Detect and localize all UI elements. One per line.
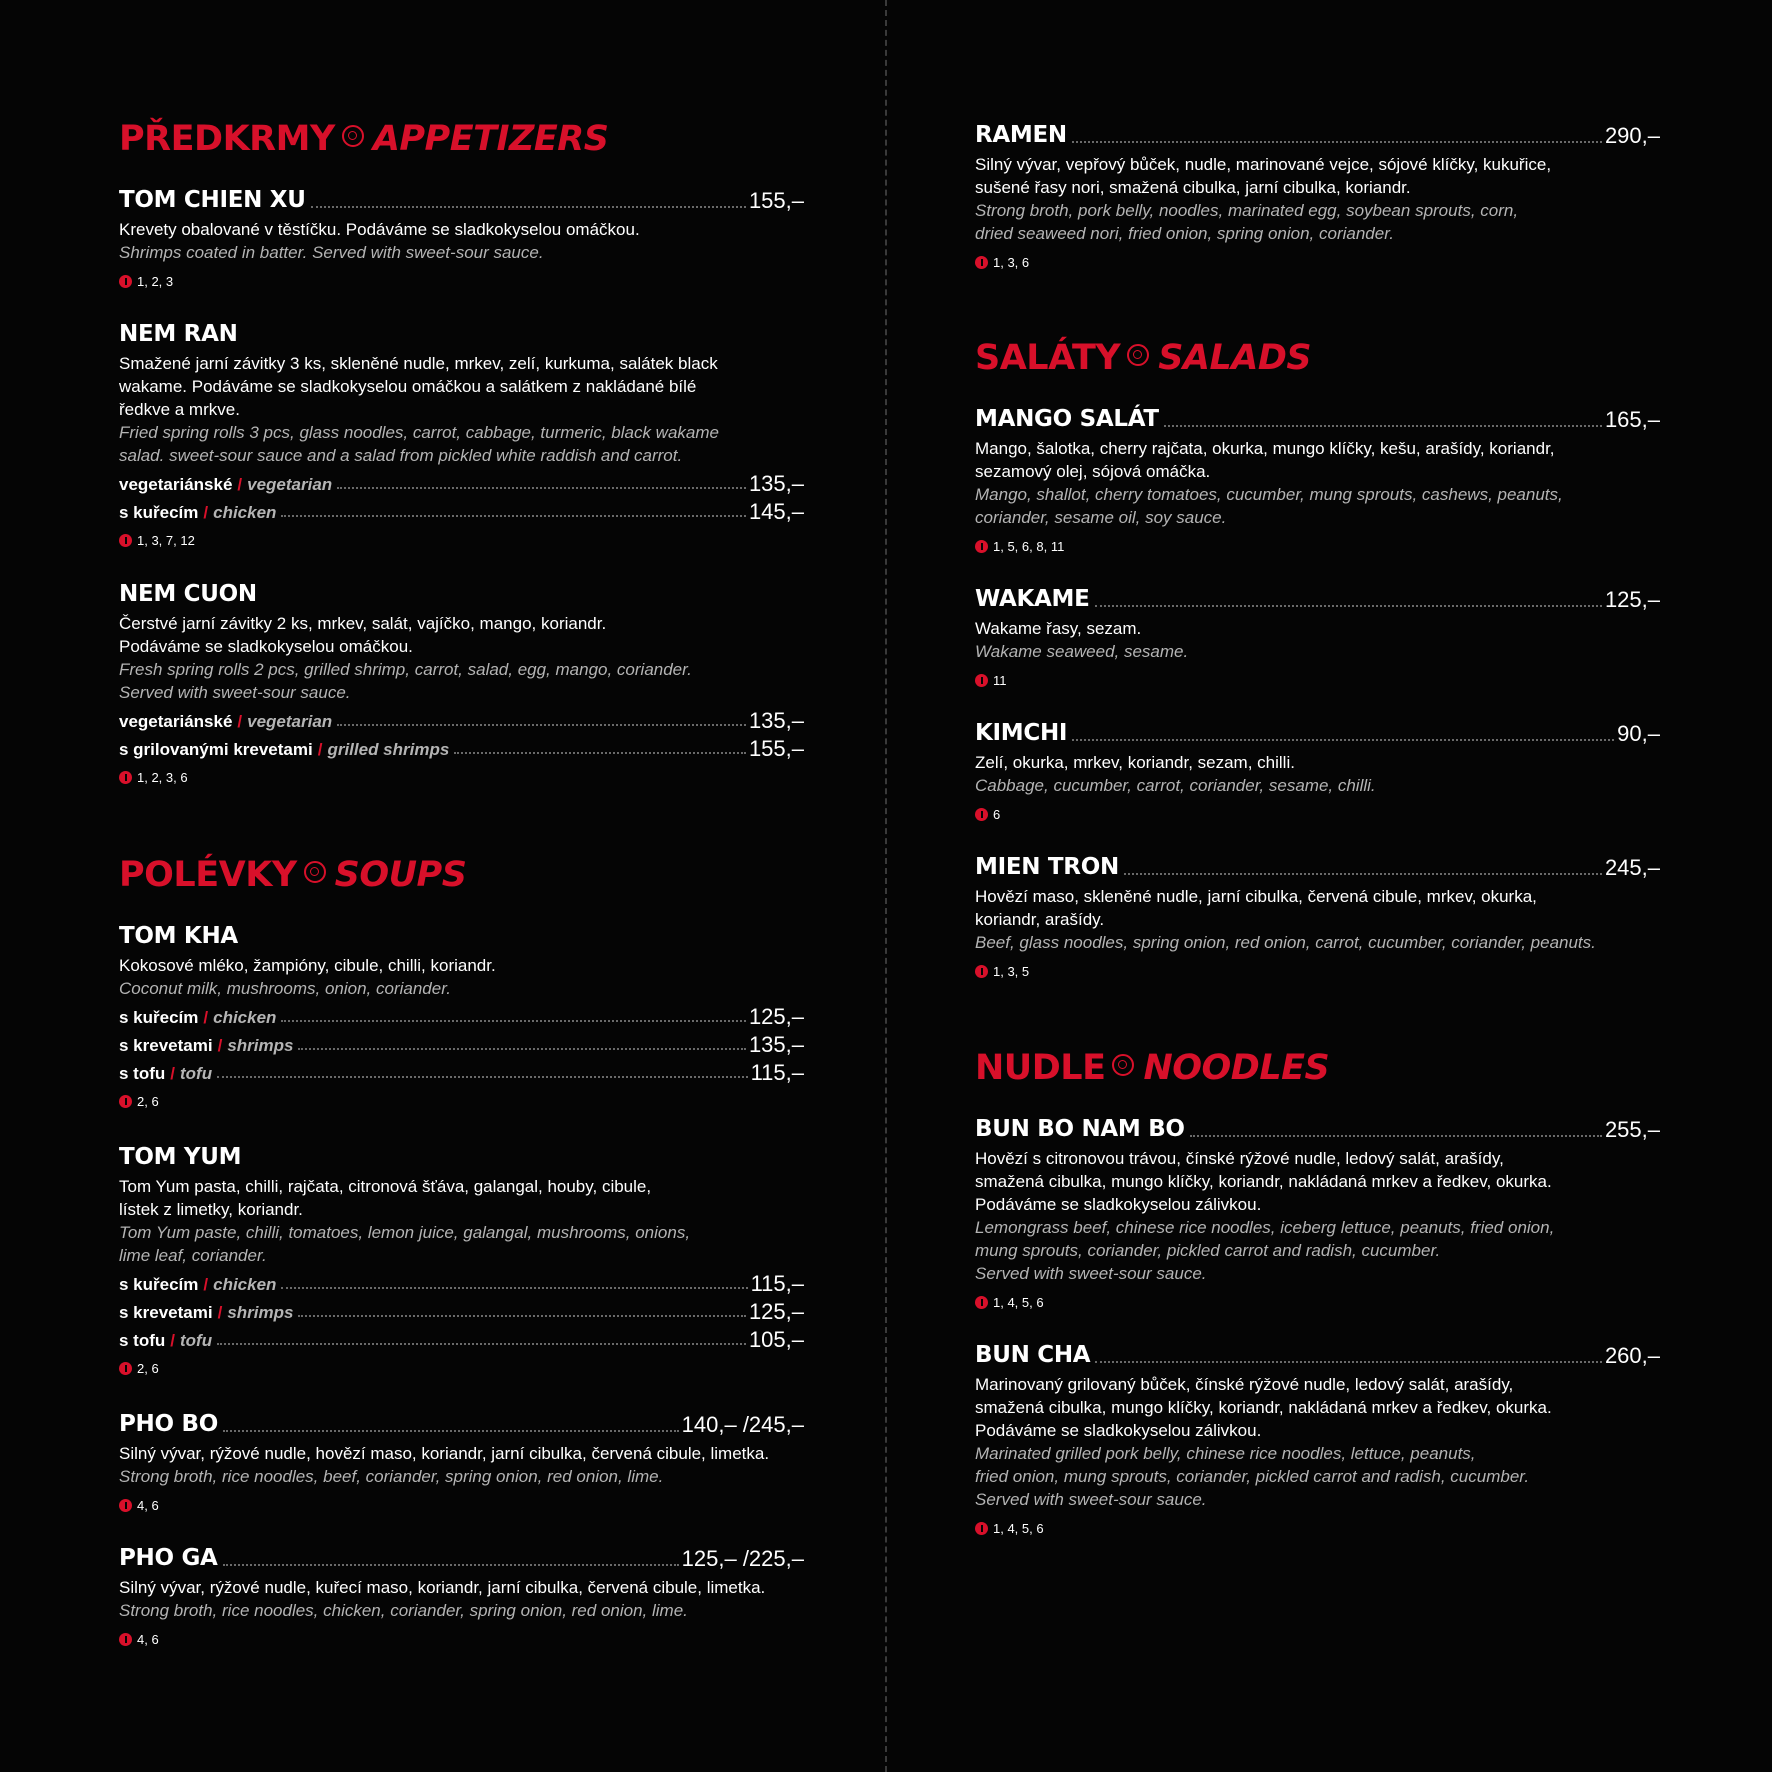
variant-cz: s krevetami [119, 1303, 213, 1322]
dot-leader [1072, 738, 1614, 741]
variant-en: vegetarian [247, 712, 333, 731]
item-description-en [119, 1221, 804, 1267]
seal-icon [1112, 1054, 1134, 1076]
variant-price: 135,– [748, 708, 804, 733]
variant-row [119, 495, 804, 523]
section-title-cz: SALÁTY [975, 338, 1121, 378]
dot-leader [337, 723, 746, 726]
menu-item-pho-bo [119, 1408, 804, 1514]
allergens [975, 253, 1660, 271]
item-price: 155,– [748, 188, 804, 213]
item-description-cz: Kokosové mléko, žampióny, cibule, chilli, koriandr. [119, 956, 496, 975]
description-line: Lemongrass beef, chinese rice noodles, iceberg lettuce, peanuts, fried onion, [975, 1218, 1555, 1237]
allergen-list: 1, 4, 5, 6 [993, 1520, 1044, 1536]
variant-row [119, 1323, 804, 1351]
description-line: sušené řasy nori, smažená cibulka, jarní cibulka, koriandr. [975, 178, 1411, 197]
item-description-en: Strong broth, rice noodles, beef, coriander, spring onion, red onion, lime. [119, 1467, 664, 1486]
seal-icon [342, 125, 364, 147]
variant-en: vegetarian [247, 475, 333, 494]
variant-price: 135,– [748, 1032, 804, 1057]
allergen-icon [975, 1296, 988, 1309]
item-description-cz [975, 1147, 1660, 1216]
slash: / [317, 740, 323, 759]
section-title-en: APPETIZERS [372, 119, 609, 159]
dot-leader [298, 1314, 745, 1317]
allergen-list: 4, 6 [137, 1497, 159, 1513]
item-description-en [975, 1442, 1660, 1511]
item-price: 165,– [1604, 407, 1660, 432]
description-line: Tom Yum pasta, chilli, rajčata, citronová šťáva, galangal, houby, cibule, [119, 1177, 652, 1196]
allergens [119, 1359, 804, 1377]
description-line: Served with sweet-sour sauce. [975, 1490, 1207, 1509]
allergen-list: 2, 6 [137, 1360, 159, 1376]
description-line: koriandr, arašídy. [975, 910, 1105, 929]
item-description-cz [975, 885, 1660, 931]
section-title-appetizers [119, 119, 609, 159]
description-line: sezamový olej, sójová omáčka. [975, 462, 1211, 481]
dot-leader [1095, 1360, 1602, 1363]
seal-icon [304, 861, 326, 883]
variant-row [119, 1000, 804, 1028]
allergens [975, 805, 1660, 823]
variant-price: 115,– [750, 1060, 804, 1085]
allergens [975, 537, 1660, 555]
variant-price: 125,– [748, 1004, 804, 1029]
description-line: dried seaweed nori, fried onion, spring onion, coriander. [975, 224, 1394, 243]
allergens [975, 962, 1660, 980]
item-name: KIMCHI [975, 720, 1068, 746]
description-line: Mango, shallot, cherry tomatoes, cucumber, mung sprouts, cashews, peanuts, [975, 485, 1563, 504]
variant-en: chicken [213, 1275, 277, 1294]
allergen-list: 2, 6 [137, 1093, 159, 1109]
item-price: 255,– [1604, 1117, 1660, 1142]
item-description-en [975, 1216, 1660, 1285]
item-price: 260,– [1604, 1343, 1660, 1368]
item-price: 140,– /245,– [681, 1412, 804, 1437]
variant-row [119, 1056, 804, 1084]
dot-leader [223, 1429, 679, 1432]
menu-item-mango-salat [975, 403, 1660, 555]
description-line: Tom Yum paste, chilli, tomatoes, lemon juice, galangal, mushrooms, onions, [119, 1223, 691, 1242]
item-name: PHO GA [119, 1545, 218, 1571]
variant-cz: s kuřecím [119, 1275, 199, 1294]
allergens [119, 768, 804, 786]
description-line: Čerstvé jarní závitky 2 ks, mrkev, salát, vajíčko, mango, koriandr. [119, 614, 607, 633]
slash: / [203, 1008, 209, 1027]
description-line: Marinated grilled pork belly, chinese rice noodles, lettuce, peanuts, [975, 1444, 1476, 1463]
item-description-en [119, 658, 804, 704]
allergen-icon [119, 1362, 132, 1375]
description-line: Strong broth, pork belly, noodles, marinated egg, soybean sprouts, corn, [975, 201, 1519, 220]
allergen-list: 11 [993, 672, 1007, 688]
item-name: TOM KHA [119, 923, 238, 949]
variant-cz: s grilovanými krevetami [119, 740, 313, 759]
item-name: TOM YUM [119, 1144, 242, 1170]
variant-en: chicken [213, 1008, 277, 1027]
allergen-icon [119, 1499, 132, 1512]
item-price: 125,– [1604, 587, 1660, 612]
dot-leader [217, 1075, 747, 1078]
menu-item-ramen [975, 119, 1660, 271]
section-title-en: SOUPS [334, 855, 467, 895]
description-line: Served with sweet-sour sauce. [119, 683, 351, 702]
slash: / [170, 1064, 176, 1083]
allergen-list: 1, 2, 3 [137, 273, 174, 289]
dot-leader [1190, 1134, 1602, 1137]
item-description-en [119, 421, 804, 467]
item-description-en [975, 199, 1660, 245]
variant-en: tofu [180, 1064, 213, 1083]
variant-cz: s kuřecím [119, 1008, 199, 1027]
menu-item-nem-cuon [119, 578, 804, 786]
menu-item-tom-yum [119, 1141, 804, 1377]
description-line: ředkve a mrkve. [119, 400, 240, 419]
description-line: Podáváme se sladkokyselou zálivkou. [975, 1195, 1262, 1214]
allergens [119, 1496, 804, 1514]
dot-leader [217, 1342, 746, 1345]
allergens [975, 671, 1660, 689]
dot-leader [337, 486, 746, 489]
slash: / [217, 1036, 223, 1055]
allergen-icon [975, 540, 988, 553]
section-title-noodles [975, 1048, 1330, 1088]
description-line: Fresh spring rolls 2 pcs, grilled shrimp, carrot, salad, egg, mango, coriander. [119, 660, 692, 679]
menu-item-nem-ran [119, 318, 804, 549]
variant-price: 125,– [748, 1299, 804, 1324]
allergen-icon [119, 1633, 132, 1646]
allergen-list: 1, 5, 6, 8, 11 [993, 538, 1065, 554]
variant-price: 135,– [748, 471, 804, 496]
item-name: MIEN TRON [975, 854, 1119, 880]
allergen-list: 4, 6 [137, 1631, 159, 1647]
item-description-cz: Silný vývar, rýžové nudle, hovězí maso, koriandr, jarní cibulka, červená cibule, limetka. [119, 1444, 770, 1463]
description-line: Mango, šalotka, cherry rajčata, okurka, mungo klíčky, kešu, arašídy, koriandr, [975, 439, 1555, 458]
menu-item-pho-ga [119, 1542, 804, 1648]
allergens [119, 272, 804, 290]
item-description-en: Wakame seaweed, sesame. [975, 642, 1189, 661]
item-description-en: Beef, glass noodles, spring onion, red onion, carrot, cucumber, coriander, peanuts. [975, 933, 1596, 952]
slash: / [170, 1331, 176, 1350]
section-title-en: NOODLES [1143, 1048, 1330, 1088]
description-line: Hovězí s citronovou trávou, čínské rýžové nudle, ledový salát, arašídy, [975, 1149, 1504, 1168]
description-line: Fried spring rolls 3 pcs, glass noodles, carrot, cabbage, turmeric, black wakame [119, 423, 719, 442]
allergens [119, 1092, 804, 1110]
variant-cz: s kuřecím [119, 503, 199, 522]
slash: / [203, 503, 209, 522]
allergen-icon [119, 534, 132, 547]
dot-leader [281, 1019, 746, 1022]
allergen-list: 6 [993, 806, 1001, 822]
variant-en: shrimps [227, 1303, 294, 1322]
item-name: PHO BO [119, 1411, 218, 1437]
allergens [975, 1293, 1660, 1311]
allergen-icon [975, 808, 988, 821]
allergen-list: 1, 3, 6 [993, 254, 1030, 270]
description-line: coriander, sesame oil, soy sauce. [975, 508, 1227, 527]
dot-leader [298, 1047, 745, 1050]
item-description-cz: Krevety obalované v těstíčku. Podáváme se sladkokyselou omáčkou. [119, 220, 640, 239]
item-name: BUN BO NAM BO [975, 1116, 1185, 1142]
variant-row [119, 467, 804, 495]
item-description-en: Cabbage, cucumber, carrot, coriander, sesame, chilli. [975, 776, 1376, 795]
slash: / [237, 475, 243, 494]
variant-en: chicken [213, 503, 277, 522]
item-name: WAKAME [975, 586, 1090, 612]
dot-leader [1072, 140, 1602, 143]
variant-row [119, 1295, 804, 1323]
description-line: Hovězí maso, skleněné nudle, jarní cibulka, červená cibule, mrkev, okurka, [975, 887, 1537, 906]
item-description-cz [975, 153, 1660, 199]
allergen-list: 1, 3, 5 [993, 963, 1030, 979]
description-line: Silný vývar, vepřový bůček, nudle, marinované vejce, sójové klíčky, kukuřice, [975, 155, 1552, 174]
description-line: wakame. Podáváme se sladkokyselou omáčkou a salátkem z nakládané bílé [119, 377, 697, 396]
seal-icon [1127, 344, 1149, 366]
item-description-cz: Wakame řasy, sezam. [975, 619, 1142, 638]
item-price: 290,– [1604, 123, 1660, 148]
item-description-cz: Zelí, okurka, mrkev, koriandr, sezam, chilli. [975, 753, 1295, 772]
item-description-cz [975, 1373, 1660, 1442]
description-line: salad. sweet-sour sauce and a salad from pickled white raddish and carrot. [119, 446, 683, 465]
item-name: RAMEN [975, 122, 1067, 148]
item-price: 125,– /225,– [681, 1546, 804, 1571]
allergens [119, 531, 804, 549]
description-line: fried onion, mung sprouts, coriander, pickled carrot and radish, cucumber. [975, 1467, 1530, 1486]
item-description-cz: Silný vývar, rýžové nudle, kuřecí maso, koriandr, jarní cibulka, červená cibule, limetka. [119, 1578, 766, 1597]
item-name: NEM RAN [119, 321, 238, 347]
dot-leader [281, 514, 746, 517]
item-name: TOM CHIEN XU [119, 187, 306, 213]
dot-leader [311, 205, 746, 208]
variant-cz: s tofu [119, 1331, 166, 1350]
variant-cz: s tofu [119, 1064, 166, 1083]
menu-item-kimchi [975, 717, 1660, 823]
variant-cz: s krevetami [119, 1036, 213, 1055]
variant-price: 145,– [748, 499, 804, 524]
variant-en: grilled shrimps [327, 740, 450, 759]
variant-row [119, 732, 804, 760]
allergen-list: 1, 4, 5, 6 [993, 1294, 1044, 1310]
section-title-cz: PŘEDKRMY [119, 119, 335, 159]
menu-item-mien-tron [975, 851, 1660, 980]
variant-price: 105,– [748, 1327, 804, 1352]
item-description-en [975, 483, 1660, 529]
allergen-icon [119, 1095, 132, 1108]
item-price: 90,– [1617, 721, 1660, 746]
description-line: mung sprouts, coriander, pickled carrot and radish, cucumber. [975, 1241, 1441, 1260]
description-line: Smažené jarní závitky 3 ks, skleněné nudle, mrkev, zelí, kurkuma, salátek black [119, 354, 718, 373]
description-line: smažená cibulka, mungo klíčky, koriandr, nakládaná mrkev a ředkev, okurka. [975, 1172, 1552, 1191]
menu-item-bun-cha [975, 1339, 1660, 1537]
description-line: Served with sweet-sour sauce. [975, 1264, 1207, 1283]
variant-en: tofu [180, 1331, 213, 1350]
description-line: Podáváme se sladkokyselou omáčkou. [119, 637, 413, 656]
dot-leader [223, 1563, 679, 1566]
variant-row [119, 704, 804, 732]
menu-item-bun-bo-nam-bo [975, 1113, 1660, 1311]
description-line: Marinovaný grilovaný bůček, čínské rýžové nudle, ledový salát, arašídy, [975, 1375, 1514, 1394]
item-description-cz [119, 612, 804, 658]
allergen-icon [975, 1522, 988, 1535]
variant-cz: vegetariánské [119, 712, 233, 731]
page-divider [885, 0, 887, 1772]
allergen-icon [119, 771, 132, 784]
item-name: BUN CHA [975, 1342, 1091, 1368]
dot-leader [1095, 604, 1602, 607]
item-name: MANGO SALÁT [975, 406, 1159, 432]
item-description-en: Strong broth, rice noodles, chicken, coriander, spring onion, red onion, lime. [119, 1601, 688, 1620]
section-title-cz: NUDLE [975, 1048, 1106, 1088]
allergen-list: 1, 2, 3, 6 [137, 769, 188, 785]
allergen-icon [119, 275, 132, 288]
description-line: lístek z limetky, koriandr. [119, 1200, 303, 1219]
variant-row [119, 1028, 804, 1056]
variant-price: 155,– [748, 736, 804, 761]
menu-item-tom-kha [119, 920, 804, 1110]
description-line: smažená cibulka, mungo klíčky, koriandr, nakládaná mrkev a ředkev, okurka. [975, 1398, 1552, 1417]
allergens [975, 1519, 1660, 1537]
section-title-salads [975, 338, 1312, 378]
allergen-list: 1, 3, 7, 12 [137, 532, 195, 548]
slash: / [237, 712, 243, 731]
variant-row [119, 1267, 804, 1295]
dot-leader [1164, 424, 1602, 427]
slash: / [203, 1275, 209, 1294]
variant-cz: vegetariánské [119, 475, 233, 494]
variant-en: shrimps [227, 1036, 294, 1055]
item-description-cz [975, 437, 1660, 483]
item-price: 245,– [1604, 855, 1660, 880]
slash: / [217, 1303, 223, 1322]
menu-item-tom-chien-xu [119, 184, 804, 290]
item-description-en: Coconut milk, mushrooms, onion, coriander. [119, 979, 451, 998]
description-line: lime leaf, coriander. [119, 1246, 267, 1265]
allergens [119, 1630, 804, 1648]
dot-leader [281, 1286, 747, 1289]
item-description-cz [119, 1175, 804, 1221]
description-line: Podáváme se sladkokyselou zálivkou. [975, 1421, 1262, 1440]
item-description-cz [119, 352, 804, 421]
dot-leader [1124, 872, 1602, 875]
menu-item-wakame [975, 583, 1660, 689]
section-title-cz: POLÉVKY [119, 855, 297, 895]
item-description-en: Shrimps coated in batter. Served with sweet-sour sauce. [119, 243, 544, 262]
allergen-icon [975, 674, 988, 687]
allergen-icon [975, 256, 988, 269]
variant-price: 115,– [750, 1271, 804, 1296]
section-title-en: SALADS [1158, 338, 1312, 378]
section-title-soups [119, 855, 467, 895]
dot-leader [454, 751, 746, 754]
item-name: NEM CUON [119, 581, 257, 607]
allergen-icon [975, 965, 988, 978]
